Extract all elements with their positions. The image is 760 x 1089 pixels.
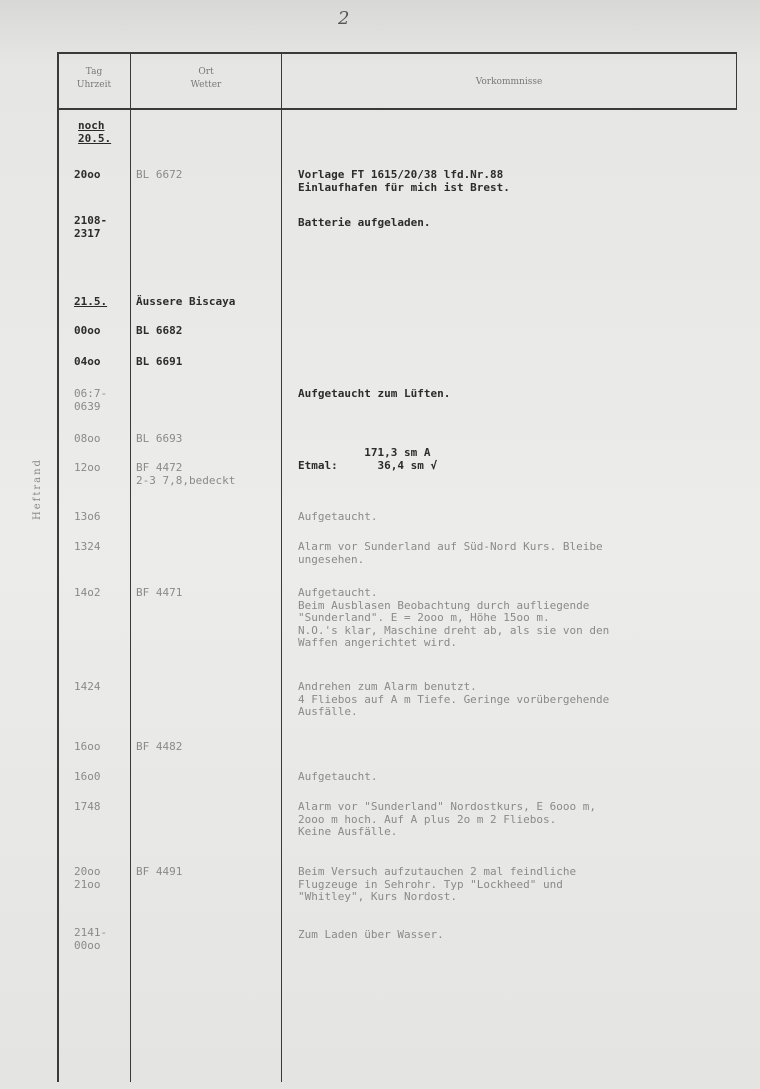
row-17-text: Zum Laden über Wasser.: [298, 928, 444, 941]
header-bottom-rule: [57, 108, 737, 110]
row-14-time: 16o0: [74, 770, 101, 783]
row-13-time: 16oo: [74, 740, 101, 753]
row-12-text: Andrehen zum Alarm benutzt. 4 Fliebos auf A m Tiefe. Geringe vorübergehende Ausfälle.: [298, 680, 610, 718]
row-6-text: Aufgetaucht zum Lüften.: [298, 387, 451, 400]
header-day: Tag: [85, 67, 103, 77]
row-11-time: 14o2: [74, 586, 101, 599]
table-top-rule: [57, 52, 737, 54]
header-events: Vorkommnisse: [475, 77, 543, 87]
row-13-place: BF 4482: [136, 740, 183, 753]
row-3-place: Äussere Biscaya: [136, 295, 236, 308]
header-place-weather: [132, 66, 280, 92]
row-16-text: Beim Versuch aufzutauchen 2 mal feindliche Flugzeuge in Sehrohr. Typ "Lockheed" und "Whitley", Kurs Nordost.: [298, 865, 577, 903]
header-place: Ort: [198, 67, 214, 77]
row-15-text: Alarm vor "Sunderland" Nordostkurs, E 6ooo m, 2ooo m hoch. Auf A plus 2o m 2 Fliebos. Keine Ausfälle.: [298, 800, 597, 838]
page-number: 2: [338, 8, 350, 29]
row-6-time: 06:7- 0639: [74, 387, 108, 413]
header-day-time: [60, 66, 128, 92]
row-7-place: BL 6693: [136, 432, 183, 445]
col-divider-1: [130, 52, 131, 1082]
row-11-place: BF 4471: [136, 586, 183, 599]
row-9-time: 13o6: [74, 510, 101, 523]
row-5-time: 04oo: [74, 355, 101, 368]
row-16-place: BF 4491: [136, 865, 183, 878]
row-8-text: 171,3 sm A Etmal: 36,4 sm √: [298, 446, 438, 472]
row-9-text: Aufgetaucht.: [298, 510, 378, 523]
left-border: [57, 52, 59, 1082]
row-1-place: BL 6672: [136, 168, 183, 181]
row-8-time: 12oo: [74, 461, 101, 474]
row-10-text: Alarm vor Sunderland auf Süd-Nord Kurs. Bleibe ungesehen.: [298, 540, 603, 566]
row-12-time: 1424: [74, 680, 101, 693]
right-border: [736, 52, 737, 110]
col-divider-2: [281, 52, 282, 1082]
row-3-time: 21.5.: [74, 295, 108, 308]
row-2-text: Batterie aufgeladen.: [298, 216, 431, 229]
row-2-time: 2108- 2317: [74, 214, 108, 240]
row-4-place: BL 6682: [136, 324, 183, 337]
row-5-place: BL 6691: [136, 355, 183, 368]
row-7-time: 08oo: [74, 432, 101, 445]
row-4-time: 00oo: [74, 324, 101, 337]
header-weather: Wetter: [190, 80, 222, 90]
row-16-time: 20oo 21oo: [74, 865, 101, 891]
margin-note: Heftrand: [32, 458, 43, 520]
row-10-time: 1324: [74, 540, 101, 553]
row-1-text: Vorlage FT 1615/20/38 lfd.Nr.88 Einlaufhafen für mich ist Brest.: [298, 168, 510, 194]
row-15-time: 1748: [74, 800, 101, 813]
row-1-time: 20oo: [74, 168, 101, 181]
row-8-place: BF 4472 2-3 7,8,bedeckt: [136, 461, 236, 487]
header-time: Uhrzeit: [76, 80, 112, 90]
row-0-time: noch 20.5.: [78, 119, 112, 145]
row-17-time: 2141- 00oo: [74, 926, 108, 952]
row-14-text: Aufgetaucht.: [298, 770, 378, 783]
row-11-text: Aufgetaucht. Beim Ausblasen Beobachtung durch aufliegende "Sunderland". E = 2ooo m, Höhe 15oo m. N.O.'s klar, Maschine dreht ab, als sie von den Waffen angerichtet wird.: [298, 586, 610, 649]
